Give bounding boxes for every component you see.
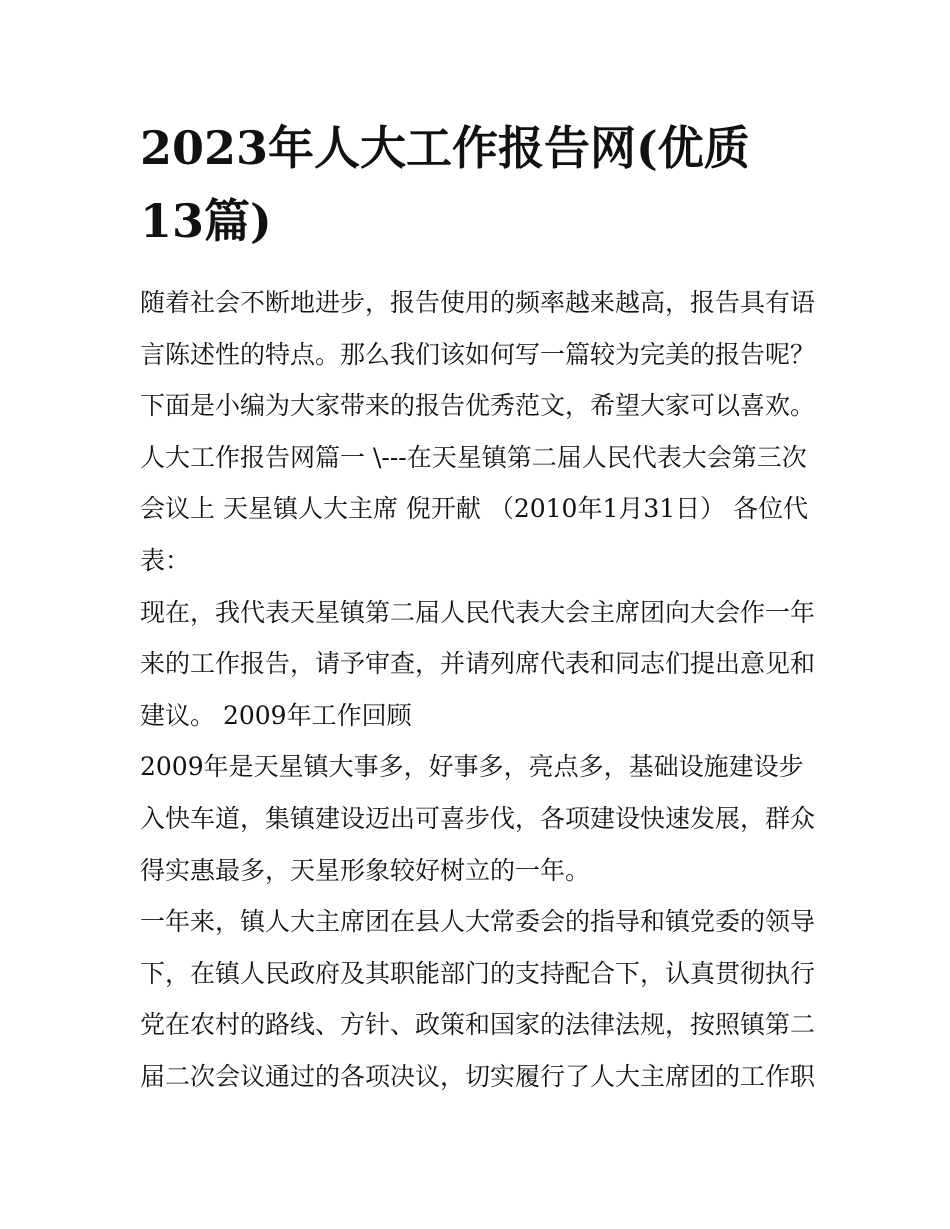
body-line-7: 现在，我代表天星镇第二届人民代表大会主席团向大会作一年 bbox=[140, 597, 816, 627]
body-line-1: 随着社会不断地进步，报告使用的频率越来越高，报告具有语 bbox=[140, 288, 816, 317]
body-line-11: 入快车道，集镇建设迈出可喜步伐，各项建设快速发展，群众 bbox=[140, 803, 816, 833]
body-line-3: 下面是小编为大家带来的报告优秀范文，希望大家可以喜欢。 bbox=[140, 391, 816, 421]
body-line-4: 人大工作报告网篇一 \---在天星镇第二届人民代表大会第三次 bbox=[140, 442, 807, 472]
document-content bbox=[140, 112, 820, 1103]
body-line-13: 一年来，镇人大主席团在县人大常委会的指导和镇党委的领导 bbox=[140, 907, 816, 937]
body-line-9: 建议。 2009年工作回顾 bbox=[140, 700, 412, 730]
body-line-5: 会议上 天星镇人大主席 倪开献 （2010年1月31日） 各位代 bbox=[140, 494, 809, 524]
title-line-2: 13篇) bbox=[140, 194, 272, 248]
body-line-6: 表： bbox=[140, 545, 191, 575]
body-line-14: 下，在镇人民政府及其职能部门的支持配合下，认真贯彻执行 bbox=[140, 958, 816, 988]
document-title bbox=[140, 112, 820, 258]
body-line-16: 届二次会议通过的各项决议，切实履行了人大主席团的工作职 bbox=[140, 1061, 816, 1091]
document-body bbox=[140, 277, 820, 1103]
title-line-1: 2023年人大工作报告网(优质 bbox=[140, 121, 750, 175]
body-line-15: 党在农村的路线、方针、政策和国家的法律法规，按照镇第二 bbox=[140, 1010, 816, 1040]
body-line-2: 言陈述性的特点。那么我们该如何写一篇较为完美的报告呢？ bbox=[140, 339, 816, 369]
body-line-12: 得实惠最多，天星形象较好树立的一年。 bbox=[140, 855, 591, 885]
body-line-10: 2009年是天星镇大事多，好事多，亮点多，基础设施建设步 bbox=[140, 752, 804, 782]
body-line-8: 来的工作报告，请予审查，并请列席代表和同志们提出意见和 bbox=[140, 649, 816, 679]
